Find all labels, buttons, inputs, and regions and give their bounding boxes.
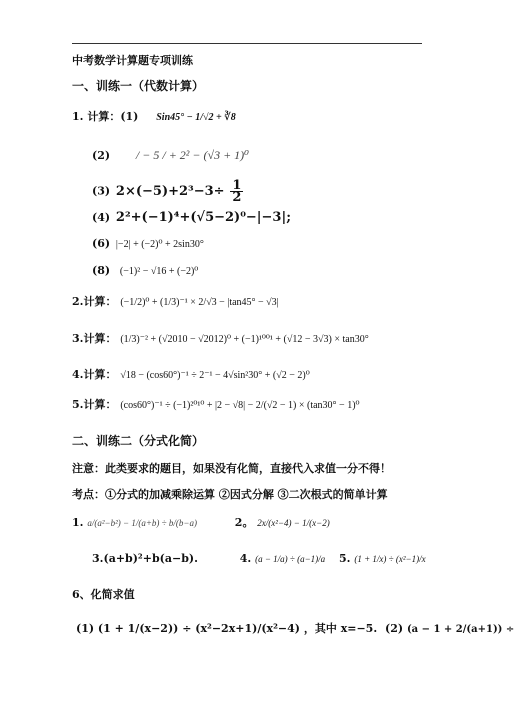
q2-label: 2.计算： <box>72 295 117 308</box>
s3-item2-expr: (a − 1 + 2/(a+1)) ÷ <box>406 624 514 635</box>
q3-expr: (1/3)⁻² + (√2010 − √2012)⁰ + (−1)¹⁰⁰¹ + (√12 − 3√3) × tan30° <box>120 334 369 345</box>
q4-expr: √18 − (cos60°)⁻¹ ÷ 2⁻¹ − 4√sin²30° + (√2 − 2)⁰ <box>120 370 310 381</box>
q1-2-label: (2) <box>92 149 111 162</box>
p1-row <box>72 516 330 530</box>
p4-expr: (a − 1/a) ÷ (a−1)/a <box>255 554 326 564</box>
q3-label: 3.计算： <box>72 332 117 345</box>
section2-points: 考点：①分式的加减乘除运算 ②因式分解 ③二次根式的简单计算 <box>72 488 388 501</box>
q3 <box>72 332 369 347</box>
section3-heading: 6、化简求值 <box>72 588 135 601</box>
q5-label: 5.计算： <box>72 398 117 411</box>
q4 <box>72 368 310 383</box>
q1-4-label: (4) <box>92 211 111 224</box>
s3-row <box>76 622 514 637</box>
q1-label: 1. 计算：(1) <box>72 110 139 123</box>
s3-item1-label: (1) <box>76 622 95 635</box>
q1-2-expr: / − 5 / + 2² − (√3 + 1)⁰ <box>135 148 249 162</box>
q1-3-expr: 2×(−5)+2³−3÷ <box>115 183 225 199</box>
q2 <box>72 295 279 310</box>
section2-heading: 二、训练二（分式化简） <box>72 434 205 448</box>
p3-row <box>92 552 426 566</box>
q1-6-expr: |−2| + (−2)⁰ + 2sin30° <box>115 239 204 250</box>
q1-1 <box>72 110 236 125</box>
section1-heading: 一、训练一（代数计算） <box>72 79 205 93</box>
q1-2 <box>92 148 249 163</box>
header-rule <box>72 43 422 44</box>
q1-4 <box>92 211 291 225</box>
p1-expr: a/(a²−b²) − 1/(a+b) ÷ b/(b−a) <box>87 518 197 528</box>
q1-8-expr: (−1)² − √16 + (−2)⁰ <box>119 266 199 277</box>
q1-6-label: (6) <box>92 237 111 250</box>
q4-label: 4.计算： <box>72 368 117 381</box>
q1-4-expr: 2²+(−1)⁴+(√5−2)⁰−|−3|; <box>115 210 291 225</box>
p3-expr: 3.(a+b)²+b(a−b). <box>92 552 198 565</box>
q1-8 <box>92 264 198 279</box>
s3-item1-cond: ，其中 x=−5. <box>303 622 378 635</box>
q1-3 <box>92 180 245 203</box>
q1-8-label: (8) <box>92 264 111 277</box>
s3-item1-expr: (1 + 1/(x−2)) ÷ (x²−2x+1)/(x²−4) <box>97 622 301 635</box>
s3-item2-label: (2) <box>385 622 404 635</box>
p5-expr: (1 + 1/x) ÷ (x²−1)/x <box>354 554 426 564</box>
doc-title: 中考数学计算题专项训练 <box>72 54 193 67</box>
q1-3-frac: $\frac{1}{2}$ <box>232 178 242 205</box>
p2-expr: 2x/(x²−4) − 1/(x−2) <box>257 518 330 528</box>
p5-label: 5. <box>339 552 351 565</box>
q1-6 <box>92 237 204 252</box>
p1-label: 1. <box>72 516 84 529</box>
q5 <box>72 398 360 413</box>
p4-label: 4. <box>239 552 252 565</box>
q1-3-label: (3) <box>92 184 111 198</box>
q1-1-expr: Sin45° − 1/√2 + ∛8 <box>156 112 236 123</box>
q2-expr: (−1/2)⁰ + (1/3)⁻¹ × 2/√3 − |tan45° − √3| <box>120 297 279 308</box>
q5-expr: (cos60°)⁻¹ ÷ (−1)²⁰¹⁰ + |2 − √8| − 2/(√2 − 1) × (tan30° − 1)⁰ <box>120 400 360 411</box>
section2-note: 注意：此类要求的题目，如果没有化简，直接代入求值一分不得！ <box>72 462 391 475</box>
p2-label: 2。 <box>234 516 254 529</box>
